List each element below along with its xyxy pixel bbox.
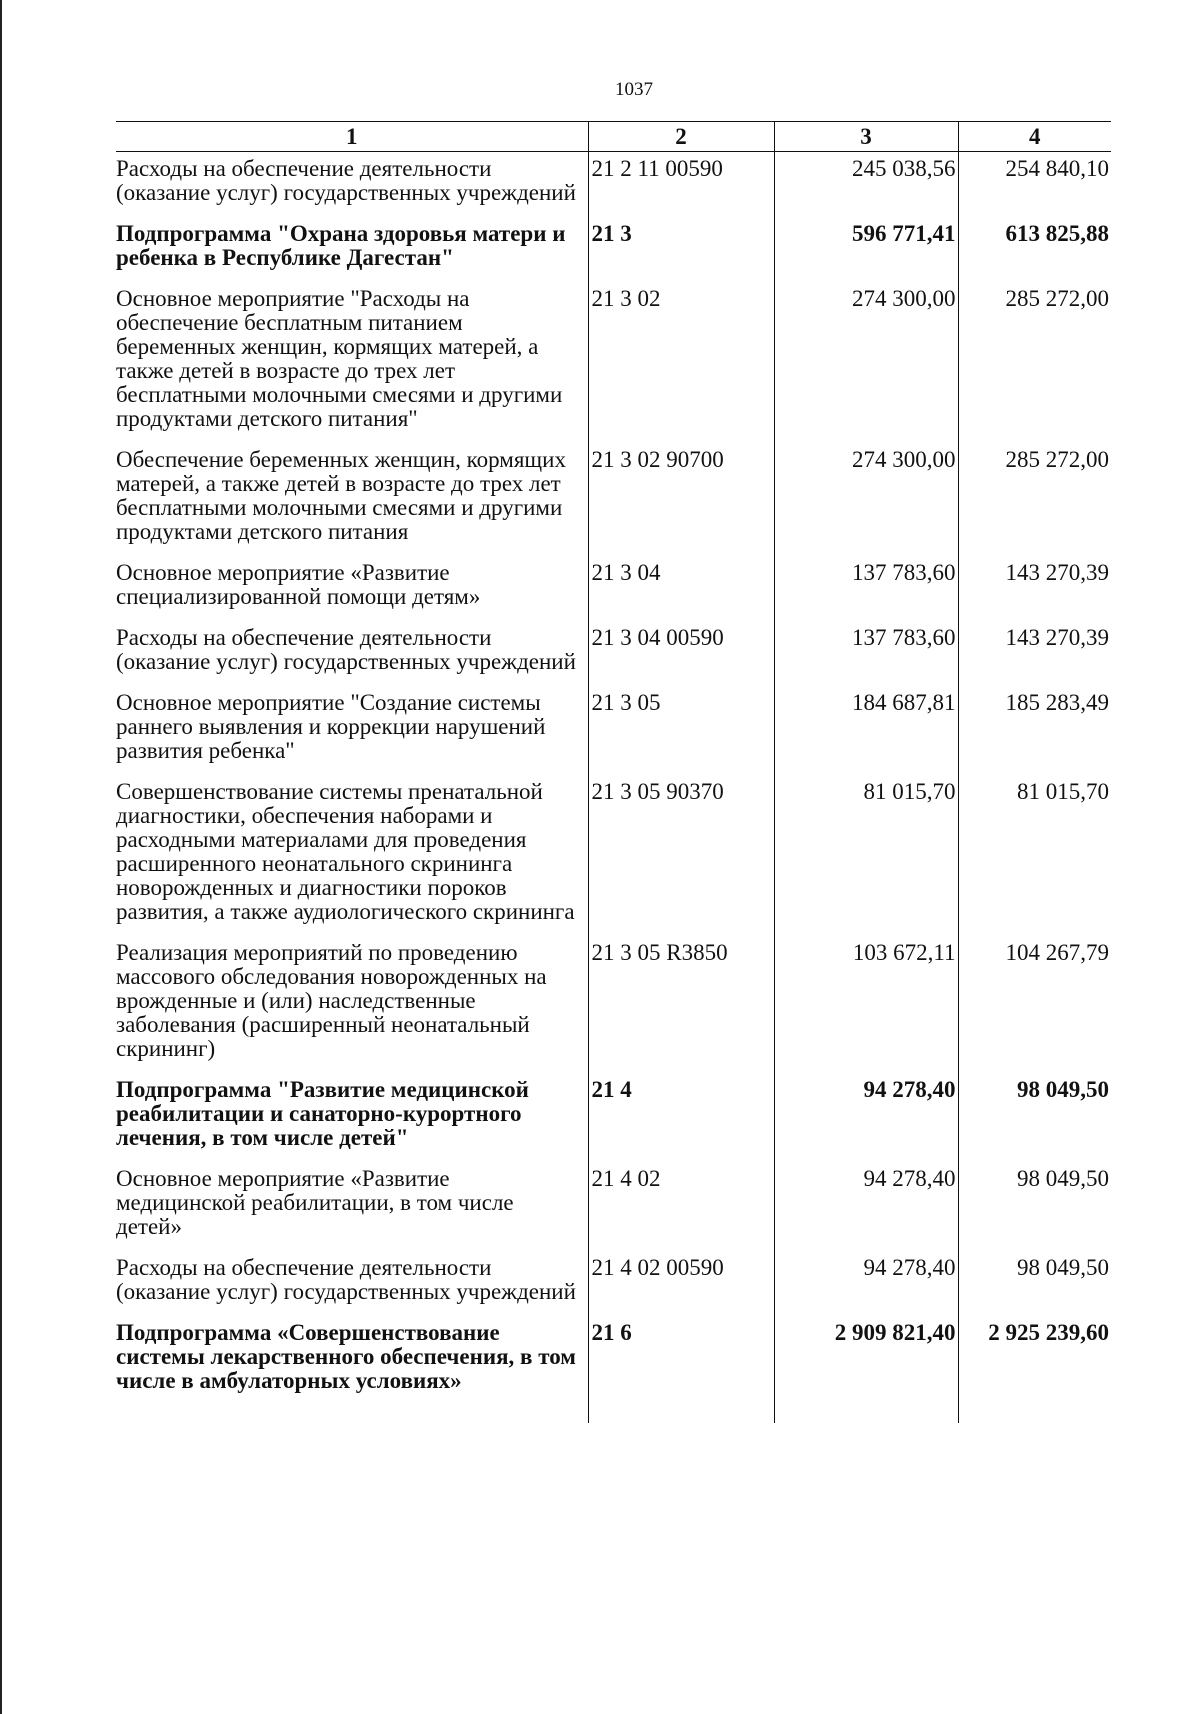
- table-row: [116, 1162, 1111, 1251]
- row-value-1: 137 783,60: [774, 556, 958, 621]
- table-row: [116, 1251, 1111, 1316]
- table-row: [116, 1316, 1111, 1423]
- row-name: Расходы на обеспечение деятельности (оказание услуг) государственных учреждений: [116, 625, 576, 674]
- row-value-2: 185 283,49: [958, 686, 1111, 775]
- row-value-1: 274 300,00: [774, 282, 958, 443]
- table-body: [116, 152, 1111, 1424]
- row-code: 21 4 02: [588, 1162, 774, 1251]
- row-name: Расходы на обеспечение деятельности (оказание услуг) государственных учреждений: [116, 156, 576, 205]
- row-value-2: 285 272,00: [958, 282, 1111, 443]
- row-value-1: 94 278,40: [774, 1162, 958, 1251]
- row-value-2: 2 925 239,60: [958, 1316, 1111, 1423]
- table-row: [116, 686, 1111, 775]
- page-edge: [0, 0, 2, 1714]
- header-row: [116, 122, 1111, 152]
- row-value-1: 103 672,11: [774, 936, 958, 1073]
- row-value-1: 94 278,40: [774, 1251, 958, 1316]
- row-name: Расходы на обеспечение деятельности (оказание услуг) государственных учреждений: [116, 1255, 576, 1304]
- row-code: 21 3 04 00590: [588, 621, 774, 686]
- row-value-1: 245 038,56: [774, 152, 958, 218]
- column-header-1: 1: [116, 122, 588, 152]
- row-code: 21 3 04: [588, 556, 774, 621]
- row-value-2: 613 825,88: [958, 217, 1111, 282]
- row-code: 21 3: [588, 217, 774, 282]
- row-name: Основное мероприятие "Создание системы раннего выявления и коррекции нарушений развития ребенка": [116, 690, 546, 763]
- row-name: Обеспечение беременных женщин, кормящих матерей, а также детей в возрасте до трех лет бесплатными молочными смесями и другими продуктами детского питания: [116, 447, 566, 544]
- row-code: 21 3 02: [588, 282, 774, 443]
- row-code: 21 3 05: [588, 686, 774, 775]
- row-code: 21 6: [588, 1316, 774, 1423]
- row-name: Подпрограмма "Охрана здоровья матери и ребенка в Республике Дагестан": [116, 221, 566, 270]
- table-row: [116, 1073, 1111, 1162]
- table-row: [116, 217, 1111, 282]
- row-code: 21 4 02 00590: [588, 1251, 774, 1316]
- page-number: 1037: [615, 79, 653, 100]
- table-row: [116, 936, 1111, 1073]
- table-row: [116, 152, 1111, 218]
- row-value-1: 274 300,00: [774, 443, 958, 556]
- row-name: Совершенствование системы пренатальной диагностики, обеспечения наборами и расходными материалами для проведения расширенного неонатального скрининга новорожденных и диагностики пороков развития, а также аудиологического скрининга: [116, 779, 575, 924]
- row-code: 21 2 11 00590: [588, 152, 774, 218]
- row-value-2: 81 015,70: [958, 775, 1111, 936]
- row-name: Реализация мероприятий по проведению массового обследования новорожденных на врожденные и (или) наследственные заболевания (расширенный неонатальный скрининг): [116, 940, 547, 1061]
- row-code: 21 4: [588, 1073, 774, 1162]
- row-value-2: 143 270,39: [958, 556, 1111, 621]
- row-value-2: 254 840,10: [958, 152, 1111, 218]
- row-name: Подпрограмма "Развитие медицинской реабилитации и санаторно-курортного лечения, в том числе детей": [116, 1077, 529, 1150]
- row-value-2: 98 049,50: [958, 1251, 1111, 1316]
- row-value-1: 137 783,60: [774, 621, 958, 686]
- row-value-2: 98 049,50: [958, 1162, 1111, 1251]
- table-row: [116, 775, 1111, 936]
- table-row: [116, 621, 1111, 686]
- row-value-1: 596 771,41: [774, 217, 958, 282]
- row-code: 21 3 05 R3850: [588, 936, 774, 1073]
- row-value-2: 104 267,79: [958, 936, 1111, 1073]
- row-value-2: 285 272,00: [958, 443, 1111, 556]
- column-header-4: 4: [958, 122, 1111, 152]
- row-name: Основное мероприятие «Развитие медицинской реабилитации, в том числе детей»: [116, 1166, 514, 1239]
- row-name: Подпрограмма «Совершенствование системы лекарственного обеспечения, в том числе в амбулаторных условиях»: [116, 1320, 576, 1393]
- budget-table: [116, 121, 1111, 1423]
- row-name: Основное мероприятие "Расходы на обеспечение бесплатным питанием беременных женщин, кормящих матерей, а также детей в возрасте до трех лет бесплатными молочными смесями и другими продуктами детского питания": [116, 286, 563, 431]
- row-value-1: 2 909 821,40: [774, 1316, 958, 1423]
- table-row: [116, 556, 1111, 621]
- row-value-2: 98 049,50: [958, 1073, 1111, 1162]
- row-value-1: 81 015,70: [774, 775, 958, 936]
- column-header-3: 3: [774, 122, 958, 152]
- row-name: Основное мероприятие «Развитие специализированной помощи детям»: [116, 560, 481, 609]
- row-value-1: 184 687,81: [774, 686, 958, 775]
- column-header-2: 2: [588, 122, 774, 152]
- row-value-2: 143 270,39: [958, 621, 1111, 686]
- table-row: [116, 282, 1111, 443]
- row-code: 21 3 02 90700: [588, 443, 774, 556]
- table-row: [116, 443, 1111, 556]
- row-value-1: 94 278,40: [774, 1073, 958, 1162]
- row-code: 21 3 05 90370: [588, 775, 774, 936]
